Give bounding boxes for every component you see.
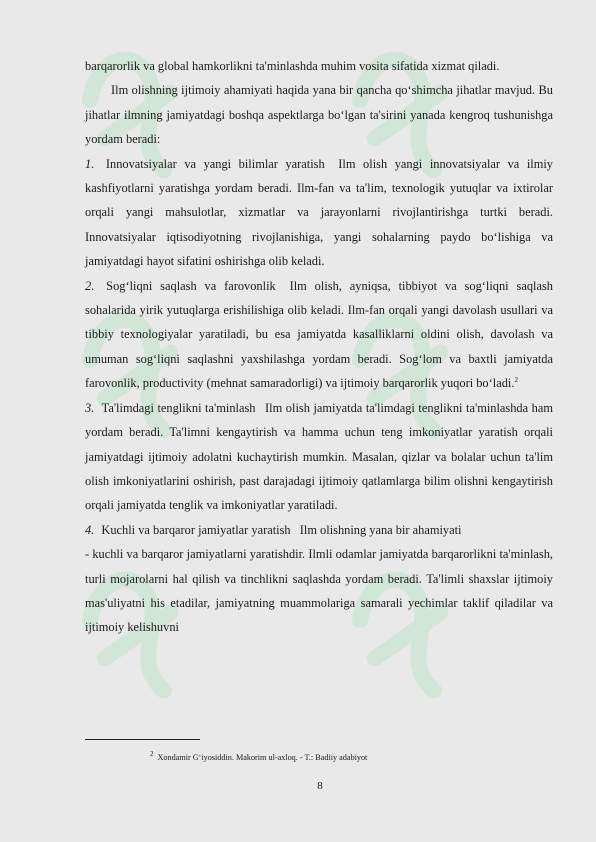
list-item-number: 1.	[85, 156, 95, 171]
footnote-text: Xondamir G‘iyosiddin. Makorim ul-axloq. - T.: Badiiy adabiyot	[157, 753, 368, 762]
list-item-2	[85, 274, 553, 396]
continued-paragraph: barqarorlik va global hamkorlikni ta'minlashda muhim vosita sifatida xizmat qiladi.	[85, 59, 500, 73]
list-item-heading: Kuchli va barqaror jamiyatlar yaratish	[101, 522, 291, 537]
list-item-number: 4.	[85, 522, 95, 537]
list-item-text: Ilm olish yangi innovatsiyalar va ilmiy kashfiyotlarni yaratishga yordam beradi. Ilm-fan va ta'lim, texnologik yutuqlar va ixtirolar orqali yangi mahsulotlar, xizmatlar va jarayonlarni rivojlantirishga turtki beradi. Innovatsiyalar iqtisodiyotning rivojlanishiga, yangi sohalarning paydo bo‘lishiga va jamiyatdagi hayot sifatini oshirishga olib keladi.	[85, 156, 553, 269]
footnote-divider	[85, 739, 200, 740]
list-item-1	[85, 152, 553, 274]
body-text	[85, 54, 553, 640]
footnote	[150, 752, 367, 764]
list-item-4-continuation: - kuchli va barqaror jamiyatlarni yaratishdir. Ilmli odamlar jamiyatda barqarorlikni ta'minlash, turli mojarolarni hal qilish va tinchlikni saqlashda yordam beradi. Ta'limli shaxslar ijtimoiy mas'uliyatni his etadilar, jamiyatning muammolariga samarali yechimlar taklif qiladilar va ijtimoiy kelishuvni	[85, 547, 553, 635]
footnote-reference[interactable]: 2	[514, 376, 518, 385]
page-number: 8	[317, 780, 323, 792]
intro-paragraph: Ilm olishning ijtimoiy ahamiyati haqida yana bir qancha qo‘shimcha jihatlar mavjud. Bu jihatlar ilmning jamiyatdagi boshqa aspektlarga bo‘lgan ta'sirini yanada kengroq tushunishga yordam beradi:	[85, 83, 553, 147]
list-item-text: Ilm olish jamiyatda ta'limdagi tenglikni ta'minlashda ham yordam beradi. Ta'limni kengaytirish va hamma uchun teng imkoniyatlar yaratish orqali jamiyatdagi ijtimoiy adolatni kuchaytirish mumkin. Masalan, qizlar va bolalar uchun ta'lim olish imkoniyatlarini oshirish, past darajadagi ijtimoiy qatlamlarga bilim olishni kengaytirish orqali jamiyatda tenglik va imkoniyatlar yaratiladi.	[85, 400, 554, 513]
footnote-number: 2	[150, 750, 154, 759]
list-item-number: 3.	[85, 400, 95, 415]
list-item-text: Ilm olish, ayniqsa, tibbiyot va sog‘liqni saqlash sohalarida yirik yutuqlarga erishilishiga olib keladi. Ilm-fan orqali yangi davolash usullari va tibbiy texnologiyalar yaratiladi, bu esa jamiyatda kasalliklarni oldini olish, davolash va umuman sog‘liqni saqlashni yaxshilashga yordam beradi. Sog‘lom va baxtli jamiyatda farovonlik, productivity (mehnat samaradorligi) va ijtimoiy barqarorlik yuqori bo‘ladi.	[85, 278, 553, 391]
list-item-4	[85, 518, 553, 542]
list-item-heading: Ta'limdagi tenglikni ta'minlash	[101, 400, 256, 415]
list-item-3	[85, 396, 553, 518]
list-item-heading: Innovatsiyalar va yangi bilimlar yaratish	[105, 156, 325, 171]
list-item-text: Ilm olishning yana bir ahamiyati	[299, 522, 462, 537]
list-item-number: 2.	[85, 278, 95, 293]
list-item-heading: Sog‘liqni saqlash va farovonlik	[106, 278, 276, 293]
